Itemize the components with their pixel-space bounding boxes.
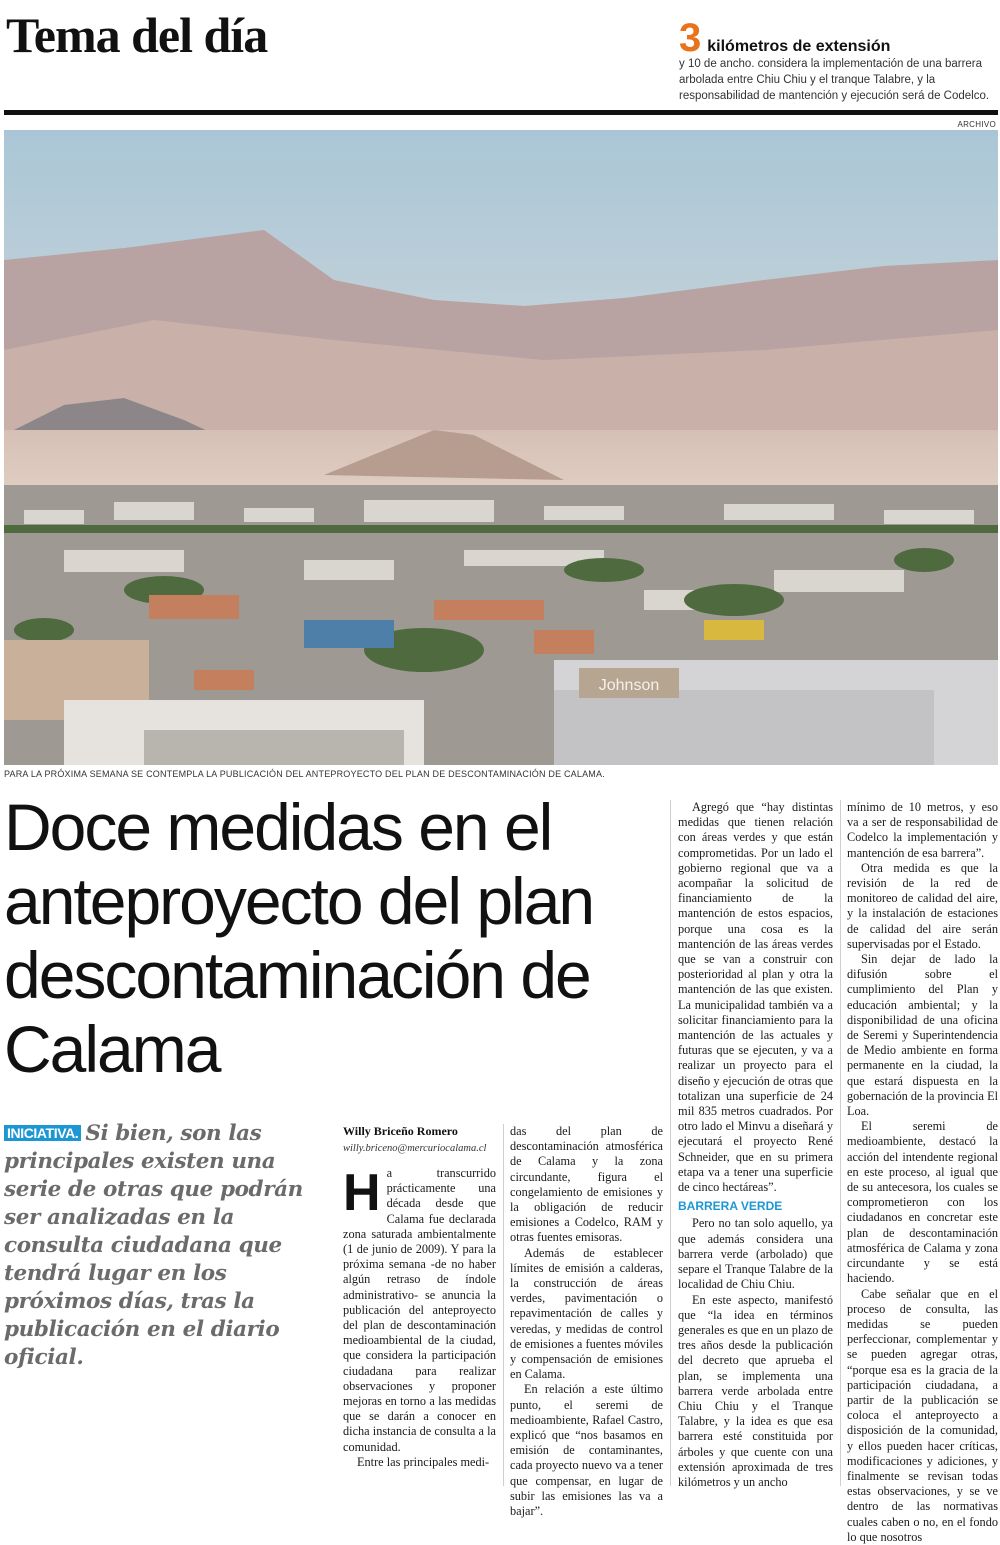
section-title: Tema del día: [6, 7, 268, 63]
byline-email: willy.briceno@mercuriocalama.cl: [343, 1143, 487, 1154]
fact-text: y 10 de ancho. considera la implementación de una barrera arbolada entre Chiu Chiu y el tranque Talabre, y la responsabilidad de mantención y ejecución será de Codelco.: [679, 58, 990, 102]
paragraph: En este aspecto, manifestó que “la idea en términos generales es que en un plazo de tres años desde la publicación del decreto que aprueba el plan, se implementa una barrera verde arbolada entre Chiu Chiu y el Tranque Talabre, y la idea es que esa barrera esté constituida por árboles y que cuente con una extensión aproximada de tres kilómetros y un ancho: [678, 1292, 834, 1489]
building-sign: Johnson: [598, 677, 660, 694]
lead-text: Si bien, son las principales existen una serie de otras que podrán ser analizadas en la consulta ciudadana que tendrá lugar en los próximos días, tras la publicación en el diario oficial.: [4, 1121, 303, 1370]
paragraph: Además de establecer límites de emisión a calderas, la construcción de áreas verdes, pavimentación o repavimentación de calles y veredas, y medidas de control de emisiones a fuentes móviles y compensación de emisiones en Calama.: [510, 1245, 663, 1382]
paragraph: Agregó que “hay distintas medidas que tienen relación con áreas verdes y que están comprometidas. Por un lado el gobierno regional que va a acompañar la solicitud de financiamiento de la mantención de estos espacios, porque una cosa es la mantención de las áreas verdes que se van a construir con posterioridad al plan y otra la mantención de las que existen. La municipalidad también va a solicitar financiamiento para la mantención de las actuales y futuras que se ejecuten, y va a realizar un proyecto para el diseño y ejecución de otras que totalizan una superficie de 24 mil 835 metros cuadrados. Por otro lado el Minvu a diseñará y ejecutará el proyecto René Schneider, que en su primera etapa va a tener una superficie de cinco hectáreas”.: [678, 800, 833, 1195]
photo-caption: PARA LA PRÓXIMA SEMANA SE CONTEMPLA LA PUBLICACIÓN DEL ANTEPROYECTO DEL PLAN DE DESCONTAMINACIÓN DE CALAMA.: [4, 769, 605, 779]
paragraph: a transcurrido prácticamente una década desde que Calama fue declarada zona saturada ambientalmente (1 de junio de 2009). Y para la próxima semana -de no haber algún retraso de índole administrativo- se anuncia la publicación del anteproyecto del plan de descontaminación medioambiental de la ciudad, que considera la participación ciudadana para realizar observaciones y proponer mejoras en torno a las medidas que se darán a conocer en dicha instancia de consulta a la comunidad.: [343, 1166, 496, 1454]
byline: [343, 1124, 501, 1154]
byline-name: Willy Briceño Romero: [343, 1124, 458, 1138]
lead: [4, 1119, 334, 1372]
city-photo: [4, 130, 998, 765]
article-column-2: [510, 1124, 663, 1519]
article-column-1: [343, 1166, 496, 1470]
fact-header: [679, 16, 997, 60]
paragraph: das del plan de descontaminación atmosférica de Calama y la zona circundante, figura el congelamiento de emisiones y la obligación de reducir emisiones a Codelco, RAM y otras fuentes emisoras.: [510, 1124, 663, 1245]
dropcap: H: [343, 1164, 381, 1222]
paragraph: En relación a este último punto, el seremi de medioambiente, Rafael Castro, explicó que “nos basamos en emisión de contaminantes, cada proyecto nuevo va a tener que compensar, en lugar de subir las emisiones las va a bajar”.: [510, 1382, 663, 1519]
paragraph: El seremi de medioambiente, destacó la acción del intendente regional en este proceso, al igual que de su antecesora, los cuales se comprometieron con los ciudadanos en concretar este plan de descontaminación atmosférica de Calama y zona circundante y se está haciendo.: [847, 1119, 998, 1286]
lead-kicker: INICIATIVA.: [4, 1125, 81, 1141]
subhead: BARRERA VERDE: [678, 1199, 783, 1214]
photo-credit: ARCHIVO: [957, 120, 996, 129]
article-column-3: [678, 800, 833, 1490]
paragraph: Cabe señalar que en el proceso de consulta, las medidas se pueden perfeccionar, complementar y se pueden agregar otras, “porque esa es la gracia de la participación ciudadana, a partir de la publicación se coloca el anteproyecto a disposición de la comunidad, y ellos pueden hacer críticas, modificaciones y adiciones, y finalmente se revisan todas estas observaciones, y se ve dentro de las normativas cuales caben o no, en el fondo lo que nosotros: [847, 1286, 998, 1544]
header-rule: [4, 110, 998, 115]
column-divider: [670, 800, 671, 1486]
column-divider: [503, 1124, 504, 1486]
article-column-4: [847, 800, 998, 1545]
headline: Doce medidas en el anteproyecto del plan descontaminación de Calama: [4, 790, 594, 1086]
paragraph: Otra medida es que la revisión de la red de monitoreo de calidad del aire, y la instalación de estaciones de calidad del aire serán supervisadas por el Estado.: [847, 860, 998, 951]
paragraph: mínimo de 10 metros, y eso va a ser de responsabilidad de Codelco la implementación y mantención de esa barrera”.: [847, 800, 998, 860]
fact-number: 3: [679, 16, 702, 60]
paragraph: Sin dejar de lado la difusión sobre el cumplimiento del Plan y educación ambiental; y la disponibilidad de una oficina de Seremi y Superintendencia de Medio ambiente en forma permanente en la ciudad, la que estará dispuesta en la gobernación de la provincia El Loa.: [847, 952, 998, 1119]
paragraph: Pero no tan solo aquello, ya que además considera una barrera verde (arbolado) que separe el Tranque Talabre de la localidad de Chiu Chiu.: [678, 1216, 833, 1292]
column-divider: [840, 800, 841, 1486]
fact-box: [679, 16, 997, 104]
fact-label: kilómetros de extensión: [707, 38, 891, 55]
paragraph: Entre las principales medi-: [357, 1454, 490, 1469]
